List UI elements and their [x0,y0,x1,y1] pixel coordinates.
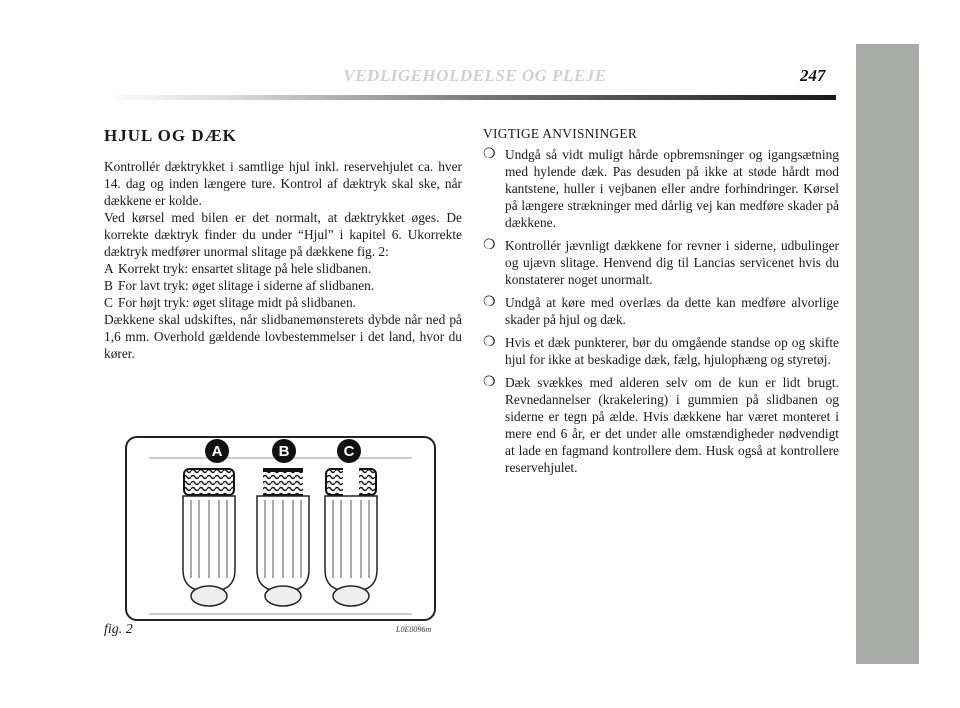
bullet-icon: ❍ [483,335,496,350]
figure-caption: fig. 2 [104,622,133,637]
list-item [483,146,839,231]
list-item-text: For lavt tryk: øget slitage i siderne af slidbanen. [118,278,375,293]
paragraph-check-pressure: Kontrollér dæktrykket i samtlige hjul inkl. reservehjulet ca. hver 14. dag og inden længere ture. Kontrol af dæktryk skal ske, når dækkene er kolde. [104,159,462,208]
list-item [483,294,839,328]
tyre-a [183,468,235,606]
header-rule [104,95,836,100]
bullet-text: Undgå så vidt muligt hårde opbremsninger og igangsætning med hylende dæk. Pas desuden på ikke at støde hårdt mod kantstene, huller i vejbanen eller andre forhindringer. Kørsel på længere strækninger med dårlig vej kan medføre skader på dækkene. [505,147,839,230]
tyre-wear-figure [125,436,436,621]
figure-code: L0E0096m [396,625,432,634]
list-item [104,260,462,277]
tyre-label-a: A [211,443,223,460]
page-number: 247 [800,66,826,85]
tyre-label-badges [205,439,361,463]
bullet-icon: ❍ [483,375,496,390]
chapter-side-tab [856,44,919,664]
list-item-letter: A [104,261,114,276]
left-column [104,126,462,362]
list-item-text: Korrekt tryk: ensartet slitage på hele slidbanen. [118,261,372,276]
bullet-text: Undgå at køre med overlæs da dette kan medføre alvorlige skader på hjul og dæk. [505,295,839,327]
bullet-text: Dæk svækkes med alderen selv om de kun er lidt brugt. Revnedannelser (krakelering) i gummien på slidbanen og siderne er tegn på ælde. Hvis dækkene har været monteret i mere end 6 år, er det under alle omstændigheder nødvendigt at lade en fagmand kontrollere dem. Husk også at kontrollere reservehjulet. [505,375,839,475]
wear-pattern-list [104,260,462,311]
tyre-label-c: C [343,443,355,460]
tyre-label-b: B [278,443,290,460]
list-item-letter: B [104,278,113,293]
list-item-text: For højt tryk: øget slitage midt på slidbanen. [118,295,357,310]
bullet-icon: ❍ [483,295,496,310]
right-column [483,126,839,482]
list-item [483,334,839,368]
running-header-title: VEDLIGEHOLDELSE OG PLEJE [343,66,607,85]
tyre-pressure-text [104,158,462,362]
paragraph-replace-tyres: Dækkene skal udskiftes, når slidbanemønsterets dybde når ned på 1,6 mm. Overhold gældende lovbestemmelser i det land, hvor du kører. [104,312,462,361]
list-item [483,237,839,288]
important-notes-heading: VIGTIGE ANVISNINGER [483,126,638,141]
bullet-text: Hvis et dæk punkterer, bør du omgående standse op og skifte hjul for ikke at beskadige dæk, fælg, hjulophæng og styretøj. [505,335,839,367]
list-item [104,277,462,294]
list-item-letter: C [104,295,113,310]
bullet-icon: ❍ [483,238,496,253]
bullet-icon: ❍ [483,147,496,162]
important-notes-list [483,146,839,476]
bullet-text: Kontrollér jævnligt dækkene for revner i siderne, udbulinger og ujævn slitage. Henvend dig til Lancias servicenet hvis du konstaterer noget unormalt. [505,238,839,287]
paragraph-pressure-increase: Ved kørsel med bilen er det normalt, at dæktrykket øges. De korrekte dæktryk finder du under “Hjul” i kapitel 6. Ukorrekte dæktryk medfører unormal slitage på dækkene fig. 2: [104,210,462,259]
tyre-c [325,468,377,606]
tyre-wear-illustration [127,438,434,619]
section-title: HJUL OG DÆK [104,126,237,145]
list-item [104,294,462,311]
tyre-b [257,468,309,606]
list-item [483,374,839,476]
